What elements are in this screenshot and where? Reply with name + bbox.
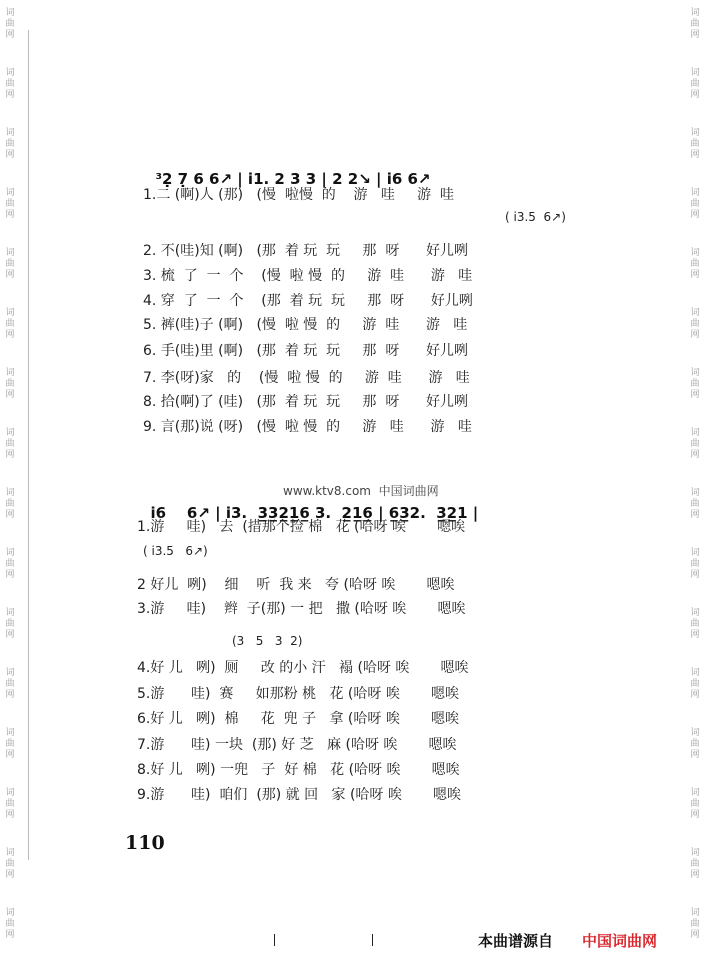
margin-mark: 词 曲 网 [690, 128, 700, 160]
margin-mark: 词 曲 网 [690, 668, 700, 700]
margin-mark: 词 曲 网 [690, 308, 700, 340]
lyric-line: 3.游 哇) 辫 子(那) 一 把 撒 (哈呀 唉 嗯唉 [137, 601, 466, 617]
margin-mark: 词 曲 网 [690, 428, 700, 460]
margin-mark: 词 曲 网 [5, 908, 15, 940]
margin-mark: 词 曲 网 [690, 68, 700, 100]
binding-line [28, 30, 29, 860]
margin-mark: 词 曲 网 [5, 368, 15, 400]
margin-mark: 词 曲 网 [690, 788, 700, 820]
lyric-line: 5. 裤(哇)子 (啊) (慢 啦 慢 的 游 哇 游 哇 [143, 317, 468, 333]
page-number: 110 [125, 832, 165, 854]
lyric-line: 2. 不(哇)知 (啊) (那 着 玩 玩 那 呀 好儿咧 [143, 243, 469, 259]
margin-mark: 词 曲 网 [690, 488, 700, 520]
lyric-line: 7. 李(呀)家 的 (慢 啦 慢 的 游 哇 游 哇 [143, 370, 470, 386]
bottom-tick-left [274, 934, 275, 946]
margin-mark: 词 曲 网 [5, 128, 15, 160]
lyric-line: 3. 梳 了 一 个 (慢 啦 慢 的 游 哇 游 哇 [143, 268, 473, 284]
lyric-line: 8. 拾(啊)了 (哇) (那 着 玩 玩 那 呀 好儿咧 [143, 394, 469, 410]
margin-mark: 词 曲 网 [5, 608, 15, 640]
margin-mark: 词 曲 网 [5, 8, 15, 40]
lyric-line: 5.游 哇) 赛 如那粉 桃 花 (哈呀 唉 嗯唉 [137, 686, 459, 702]
margin-mark: 词 曲 网 [690, 728, 700, 760]
margin-mark: 词 曲 网 [5, 848, 15, 880]
lyric-line: 4. 穿 了 一 个 (那 着 玩 玩 那 呀 好儿咧 [143, 293, 473, 309]
section2-notation: i6 6↗ | i3. 3̲3̲2̲1̲6̲ 3. 2̲1̲6̲ | 6̲3̲2. 3̲2̲1 | [150, 504, 479, 522]
margin-mark: 词 曲 网 [690, 548, 700, 580]
margin-mark: 词 曲 网 [690, 8, 700, 40]
lyric-line: 9.游 哇) 咱们 (那) 就 回 家 (哈呀 唉 嗯唉 [137, 787, 462, 803]
margin-mark: 词 曲 网 [690, 248, 700, 280]
section1-variant: ( i3.5 6↗) [505, 210, 566, 224]
lyric-line: 9. 言(那)说 (呀) (慢 啦 慢 的 游 哇 游 哇 [143, 419, 472, 435]
margin-mark: 词 曲 网 [690, 848, 700, 880]
margin-mark: 词 曲 网 [5, 428, 15, 460]
margin-mark: 词 曲 网 [5, 188, 15, 220]
site-watermark: www.ktv8.com 中国词曲网 [283, 484, 439, 498]
section2-variant-2: (3 5 3 2) [232, 634, 303, 648]
lyric-line: 4.好 儿 咧) 厕 改 的小 汗 褟 (哈呀 唉 嗯唉 [137, 660, 469, 676]
margin-mark: 词 曲 网 [5, 488, 15, 520]
margin-mark: 词 曲 网 [5, 308, 15, 340]
bottom-tick-right [372, 934, 373, 946]
lyric-line: 7.游 哇) 一块 (那) 好 芝 麻 (哈呀 唉 嗯唉 [137, 737, 457, 753]
margin-mark: 词 曲 网 [690, 608, 700, 640]
margin-mark: 词 曲 网 [5, 248, 15, 280]
margin-mark: 词 曲 网 [5, 728, 15, 760]
margin-mark: 词 曲 网 [690, 368, 700, 400]
section1-notation: ³2̣ 7̣ 6 6↗ | i1. 2 3 3 | 2 2↘ | i6 6↗ [155, 170, 431, 188]
lyric-line: 6. 手(哇)里 (啊) (那 着 玩 玩 那 呀 好儿咧 [143, 343, 469, 359]
margin-mark: 词 曲 网 [5, 788, 15, 820]
lyric-line: 8.好 儿 咧) 一兜 子 好 棉 花 (哈呀 唉 嗯唉 [137, 762, 460, 778]
lyric-line: 1.游 哇) 去 (措那个捡 棉 花 (哈呀 唉 嗯唉 [137, 519, 466, 535]
section2-variant-1: ( i3.5 6↗) [143, 544, 208, 558]
margin-mark: 词 曲 网 [5, 668, 15, 700]
lyric-line: 2 好儿 咧) 细 听 我 来 夸 (哈呀 唉 嗯唉 [137, 577, 455, 593]
footer-site-name: 中国词曲网 [582, 932, 658, 950]
lyric-line: 6.好 儿 咧) 棉 花 兜 子 拿 (哈呀 唉 嗯唉 [137, 711, 459, 727]
footer-source-label: 本曲谱源自 [478, 932, 554, 950]
margin-mark: 词 曲 网 [690, 188, 700, 220]
margin-mark: 词 曲 网 [5, 548, 15, 580]
margin-mark: 词 曲 网 [690, 908, 700, 940]
lyric-line: 1.二 (啊)人 (那) (慢 啦慢 的 游 哇 游 哇 [143, 187, 455, 203]
margin-mark: 词 曲 网 [5, 68, 15, 100]
